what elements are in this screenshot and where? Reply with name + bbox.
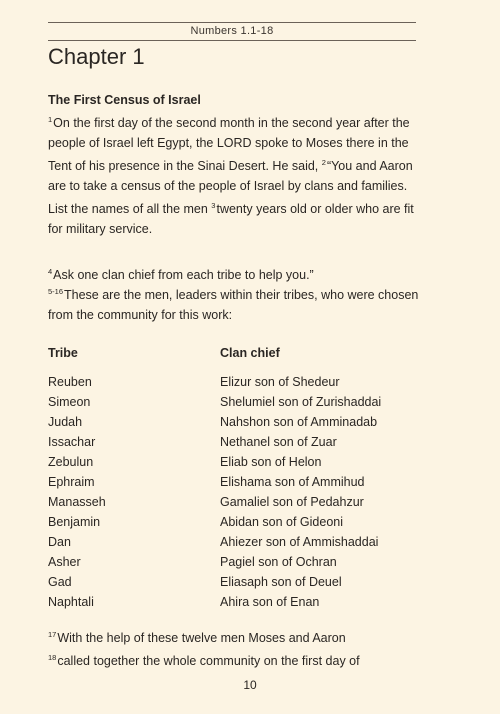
chief-cell: Nethanel son of Zuar: [220, 435, 337, 449]
chief-cell: Eliab son of Helon: [220, 455, 322, 469]
chief-cell: Ahira son of Enan: [220, 595, 320, 609]
table-row: [48, 512, 428, 532]
table-row: [48, 452, 428, 472]
tribe-cell: Naphtali: [48, 595, 94, 609]
chief-cell: Eliasaph son of Deuel: [220, 575, 342, 589]
tribe-cell: Judah: [48, 415, 83, 429]
tribe-cell: Issachar: [48, 435, 96, 449]
tribe-cell: Asher: [48, 555, 81, 569]
table-row: [48, 412, 428, 432]
table-row: [48, 532, 428, 552]
table-row: [48, 392, 428, 412]
verse-number: 2: [321, 158, 326, 167]
chief-cell: Elishama son of Ammihud: [220, 475, 365, 489]
verse-text: On the first day of the second month in the second year after the people of Israel left Egypt, the LORD spoke to Moses there in the Tent of his presence in the Sinai Desert. He said,: [48, 116, 410, 173]
running-head: Numbers 1.1-18: [48, 22, 416, 41]
verse-number: 4: [48, 267, 53, 276]
verse-number: 17: [48, 630, 57, 639]
column-header-tribe: Tribe: [48, 346, 78, 360]
chief-cell: Nahshon son of Amminadab: [220, 415, 378, 429]
table-row: [48, 432, 428, 452]
table-row: [48, 572, 428, 592]
page-number: 10: [243, 678, 257, 692]
table-row: [48, 472, 428, 492]
verse-number: 1: [48, 115, 53, 124]
tribe-cell: Simeon: [48, 395, 91, 409]
table-row: [48, 372, 428, 392]
verse-number: 5-16: [48, 287, 64, 296]
table-row: [48, 592, 428, 612]
chief-cell: Pagiel son of Ochran: [220, 555, 337, 569]
clan-chief-table: [48, 343, 428, 612]
verses-17-18: [48, 625, 420, 671]
verse-text: With the help of these twelve men Moses and Aaron: [57, 631, 346, 645]
tribe-cell: Zebulun: [48, 455, 94, 469]
verses-1-3: [48, 110, 420, 239]
section-heading: The First Census of Israel: [48, 93, 201, 107]
tribe-cell: Benjamin: [48, 515, 101, 529]
verse-text: These are the men, leaders within their tribes, who were chosen from the community for this work:: [48, 288, 419, 322]
chapter-title: Chapter 1: [48, 44, 145, 69]
table-row: [48, 552, 428, 572]
column-header-chief: Clan chief: [220, 346, 280, 360]
verse-text: twenty years old or older who are fit for military service.: [48, 202, 414, 236]
verses-5-16: [48, 282, 420, 325]
verse-text: called together the whole community on the first day of: [57, 654, 360, 668]
chief-cell: Elizur son of Shedeur: [220, 375, 340, 389]
tribe-cell: Ephraim: [48, 475, 95, 489]
tribe-cell: Dan: [48, 535, 71, 549]
verse-number: 3: [211, 201, 216, 210]
verse-number: 18: [48, 653, 57, 662]
chief-cell: Shelumiel son of Zurishaddai: [220, 395, 382, 409]
table-row: [48, 492, 428, 512]
verse-text: “You and Aaron are to take a census of the people of Israel by clans and families. List the names of all the men: [48, 159, 413, 216]
tribe-cell: Gad: [48, 575, 72, 589]
tribe-cell: Reuben: [48, 375, 92, 389]
chief-cell: Gamaliel son of Pedahzur: [220, 495, 364, 509]
table-header: [48, 343, 428, 363]
verse-text: Ask one clan chief from each tribe to help you.”: [53, 268, 314, 282]
chief-cell: Abidan son of Gideoni: [220, 515, 344, 529]
chief-cell: Ahiezer son of Ammishaddai: [220, 535, 379, 549]
tribe-cell: Manasseh: [48, 495, 106, 509]
